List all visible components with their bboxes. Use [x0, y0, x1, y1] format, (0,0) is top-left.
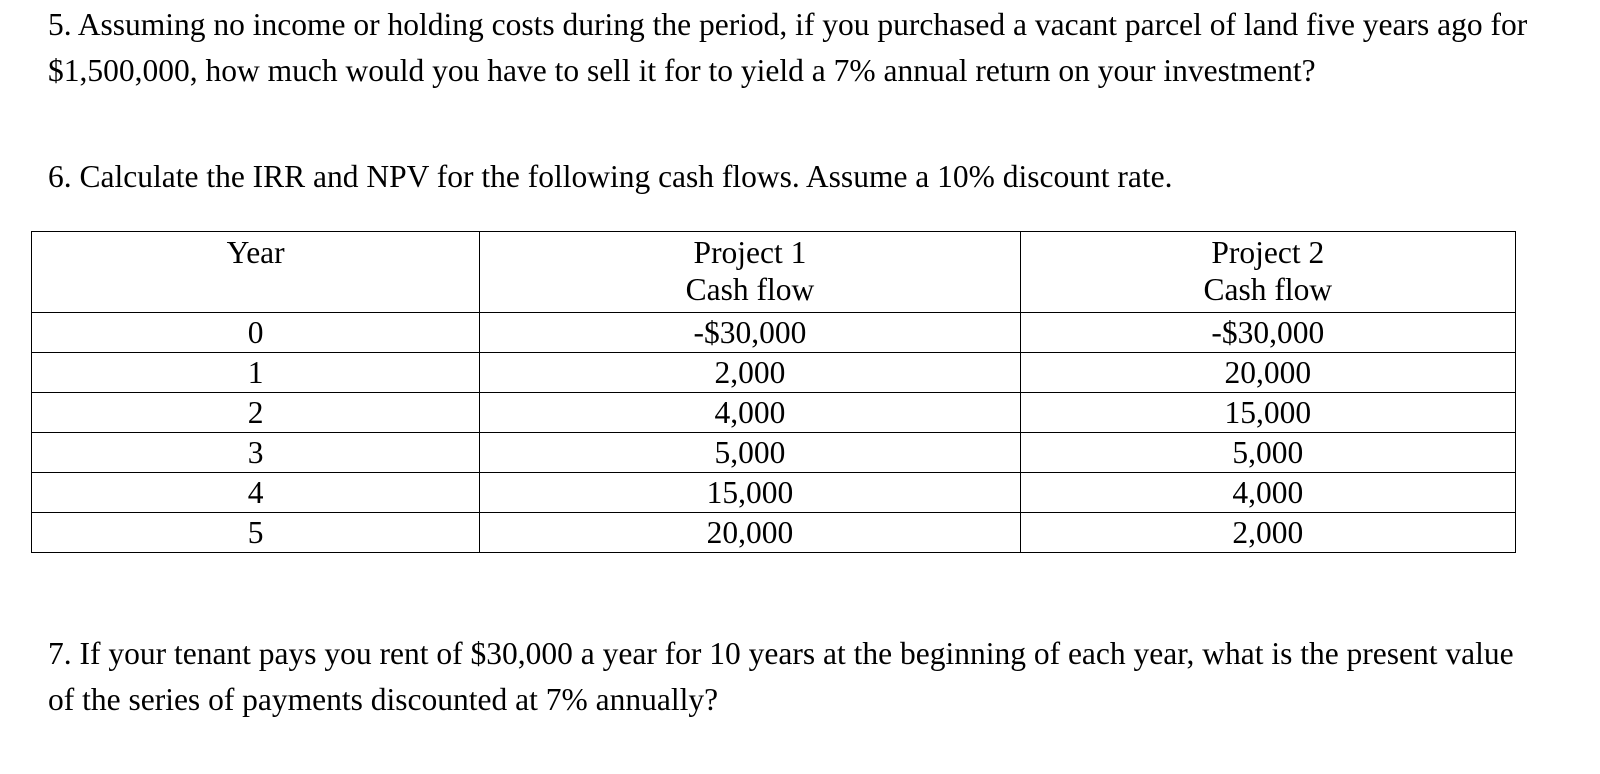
table-header-row [32, 232, 1516, 313]
project-2-cash-flow-cell: 2,000 [1020, 513, 1515, 553]
project-2-cash-flow-cell: 5,000 [1020, 433, 1515, 473]
question-5-text: 5. Assuming no income or holding costs during the period, if you purchased a vacant parcel of land five years ago for $1,500,000, how much would you have to sell it for to yield a 7% annual return on your investment? [48, 7, 1528, 88]
question-7-text: 7. If your tenant pays you rent of $30,000 a year for 10 years at the beginning of each year, what is the present value of the series of payments discounted at 7% annually? [48, 636, 1514, 717]
project-1-cash-flow-cell: -$30,000 [480, 313, 1020, 353]
year-header-label: Year [226, 235, 285, 270]
project-2-header-label: Project 2 [1211, 235, 1325, 270]
table-row [32, 473, 1516, 513]
project-1-header-sublabel: Cash flow [685, 272, 815, 307]
project-1-cash-flow-cell: 15,000 [480, 473, 1020, 513]
project-2-cash-flow-cell: 4,000 [1020, 473, 1515, 513]
project-2-cash-flow-cell: -$30,000 [1020, 313, 1515, 353]
project-2-cash-flow-cell: 15,000 [1020, 393, 1515, 433]
year-cell: 5 [32, 513, 480, 553]
table-row [32, 313, 1516, 353]
table-row [32, 433, 1516, 473]
project-1-cash-flow-cell: 5,000 [480, 433, 1020, 473]
project-1-cash-flow-cell: 20,000 [480, 513, 1020, 553]
year-cell: 1 [32, 353, 480, 393]
question-6-text: 6. Calculate the IRR and NPV for the following cash flows. Assume a 10% discount rate. [48, 159, 1173, 194]
project-2-header-sublabel: Cash flow [1203, 272, 1333, 307]
project-1-column-header [480, 232, 1020, 313]
project-1-header-label: Project 1 [693, 235, 807, 270]
year-cell: 0 [32, 313, 480, 353]
project-2-cash-flow-cell: 20,000 [1020, 353, 1515, 393]
project-2-column-header [1020, 232, 1515, 313]
project-1-cash-flow-cell: 2,000 [480, 353, 1020, 393]
cash-flow-table [31, 231, 1516, 553]
year-cell: 3 [32, 433, 480, 473]
table-row [32, 393, 1516, 433]
year-column-header [32, 232, 480, 313]
year-cell: 4 [32, 473, 480, 513]
year-cell: 2 [32, 393, 480, 433]
table-row [32, 513, 1516, 553]
table-row [32, 353, 1516, 393]
project-1-cash-flow-cell: 4,000 [480, 393, 1020, 433]
